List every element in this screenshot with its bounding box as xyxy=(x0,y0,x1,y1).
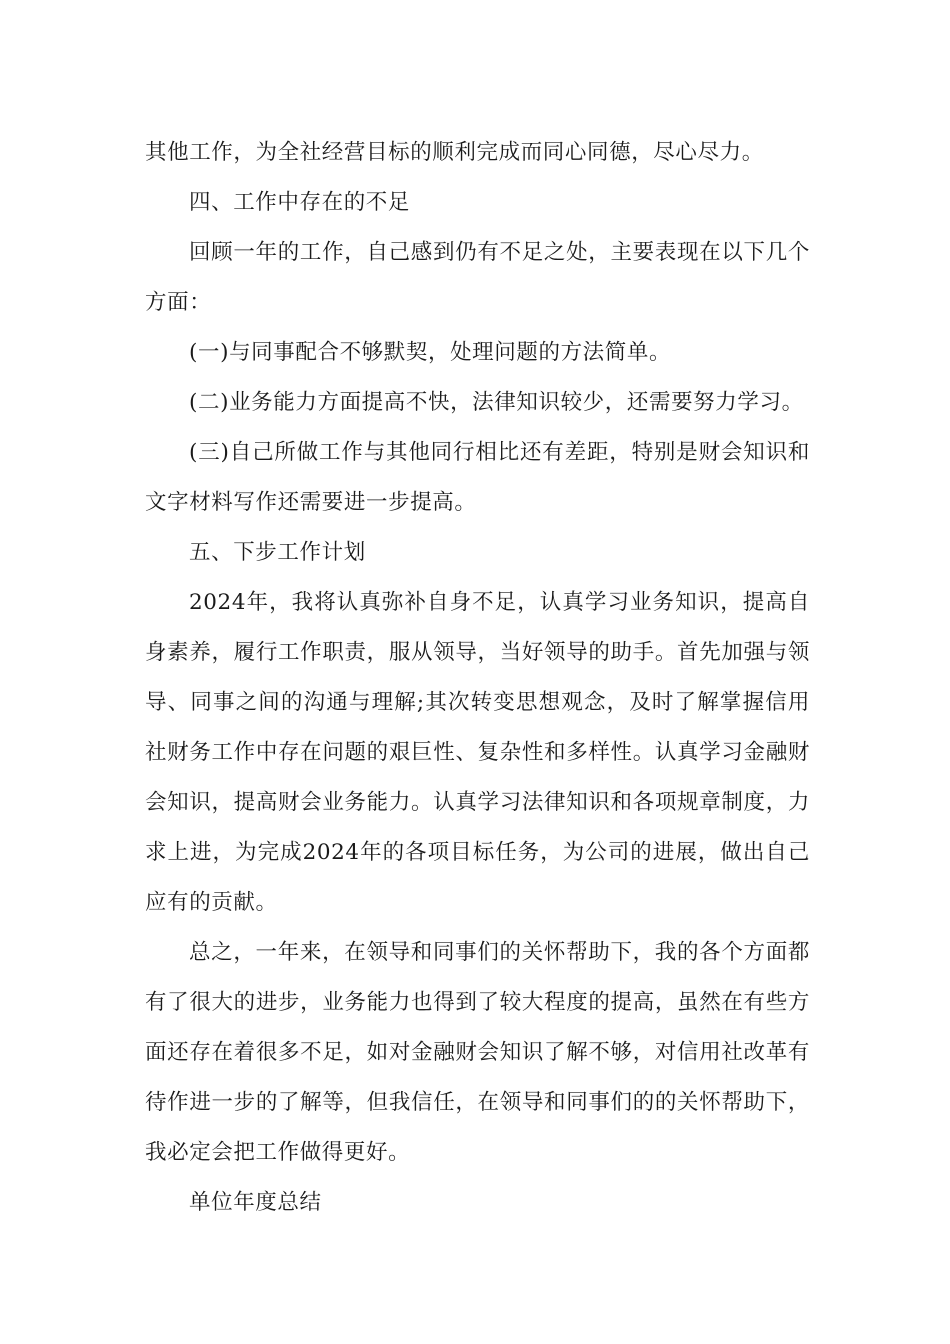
document-body xyxy=(145,128,810,1228)
paragraph-continuation: 其他工作，为全社经营目标的顺利完成而同心同德，尽心尽力。 xyxy=(145,140,764,165)
list-item-3: (三)自己所做工作与其他同行相比还有差距，特别是财会知识和文字材料写作还需要进一步提高。 xyxy=(145,440,810,515)
paragraph-review: 回顾一年的工作，自己感到仍有不足之处，主要表现在以下几个方面： xyxy=(145,240,810,315)
section-heading-annual-summary: 单位年度总结 xyxy=(189,1190,322,1215)
section-heading-plan: 五、下步工作计划 xyxy=(189,540,366,565)
section-heading-shortcomings: 四、工作中存在的不足 xyxy=(189,190,411,215)
list-item-1: (一)与同事配合不够默契，处理问题的方法简单。 xyxy=(189,340,672,365)
paragraph-plan: 2024年，我将认真弥补自身不足，认真学习业务知识，提高自身素养，履行工作职责，服从领导，当好领导的助手。首先加强与领导、同事之间的沟通与理解;其次转变思想观念，及时了解掌握信用社财务工作中存在问题的艰巨性、复杂性和多样性。认真学习金融财会知识，提高财会业务能力。认真学习法律知识和各项规章制度，力求上进，为完成2024年的各项目标任务，为公司的进展，做出自己应有的贡献。 xyxy=(145,590,810,915)
list-item-2: (二)业务能力方面提高不快，法律知识较少，还需要努力学习。 xyxy=(189,390,804,415)
paragraph-conclusion: 总之，一年来，在领导和同事们的关怀帮助下，我的各个方面都有了很大的进步，业务能力也得到了较大程度的提高，虽然在有些方面还存在着很多不足，如对金融财会知识了解不够，对信用社改革有待作进一步的了解等，但我信任，在领导和同事们的的关怀帮助下，我必定会把工作做得更好。 xyxy=(145,940,810,1165)
